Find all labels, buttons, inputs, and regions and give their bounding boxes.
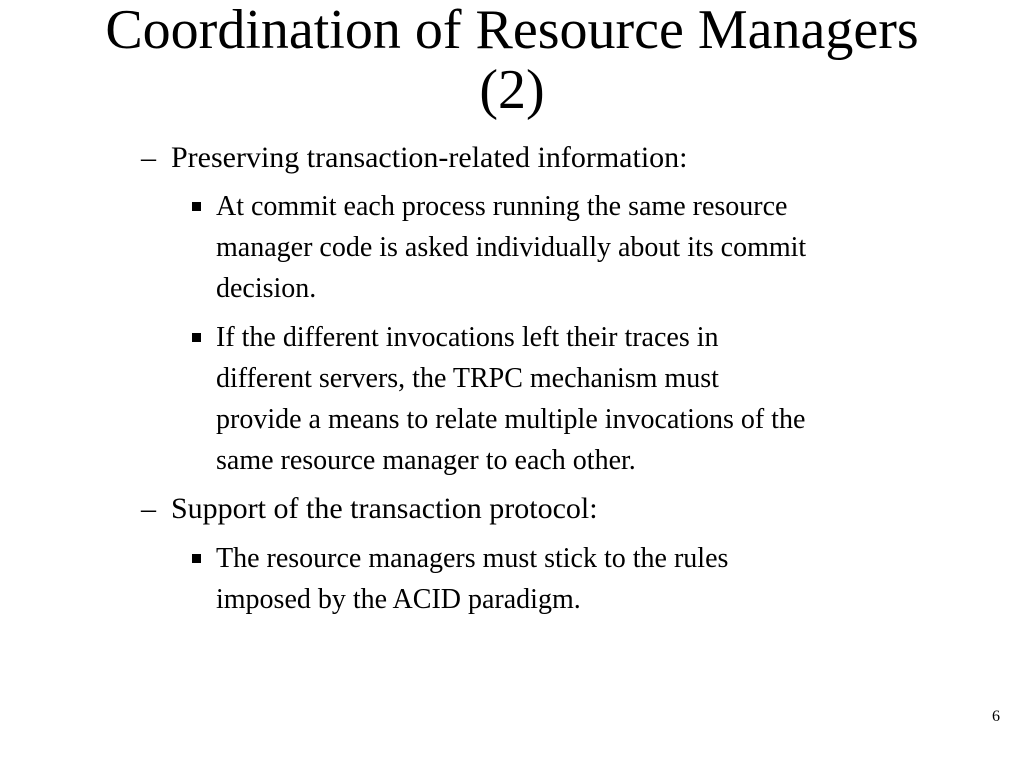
bullet-line: imposed by the ACID paradigm. [216, 584, 581, 615]
slide-title [20, 0, 1004, 120]
section-heading-text: Support of the transaction protocol: [171, 492, 598, 525]
bullet-line: same resource manager to each other. [216, 445, 636, 476]
dash-marker: – [141, 492, 156, 525]
bullet-line: decision. [216, 273, 317, 304]
title-line-2: (2) [479, 59, 545, 121]
page-number: 6 [992, 708, 1000, 725]
square-bullet-icon [192, 554, 201, 563]
bullet-text [216, 186, 950, 309]
square-bullet-icon [192, 202, 201, 211]
bullet-line: The resource managers must stick to the rules [216, 543, 729, 574]
bullet-line: manager code is asked individually about its commit [216, 232, 807, 263]
bullet-text [216, 317, 950, 481]
bullet-item [190, 317, 950, 481]
bullet-item [190, 186, 950, 309]
square-bullet-icon [192, 333, 201, 342]
bullet-line: If the different invocations left their traces in [216, 322, 719, 353]
bullet-text [216, 538, 950, 620]
bullet-line: At commit each process running the same resource [216, 191, 788, 222]
bullet-line: different servers, the TRPC mechanism must [216, 363, 719, 394]
bullet-line: provide a means to relate multiple invocations of the [216, 404, 806, 435]
bullet-item [190, 538, 950, 620]
dash-marker: – [141, 141, 156, 174]
section-heading-text: Preserving transaction-related information: [171, 141, 688, 174]
title-line-1: Coordination of Resource Managers [105, 0, 919, 61]
